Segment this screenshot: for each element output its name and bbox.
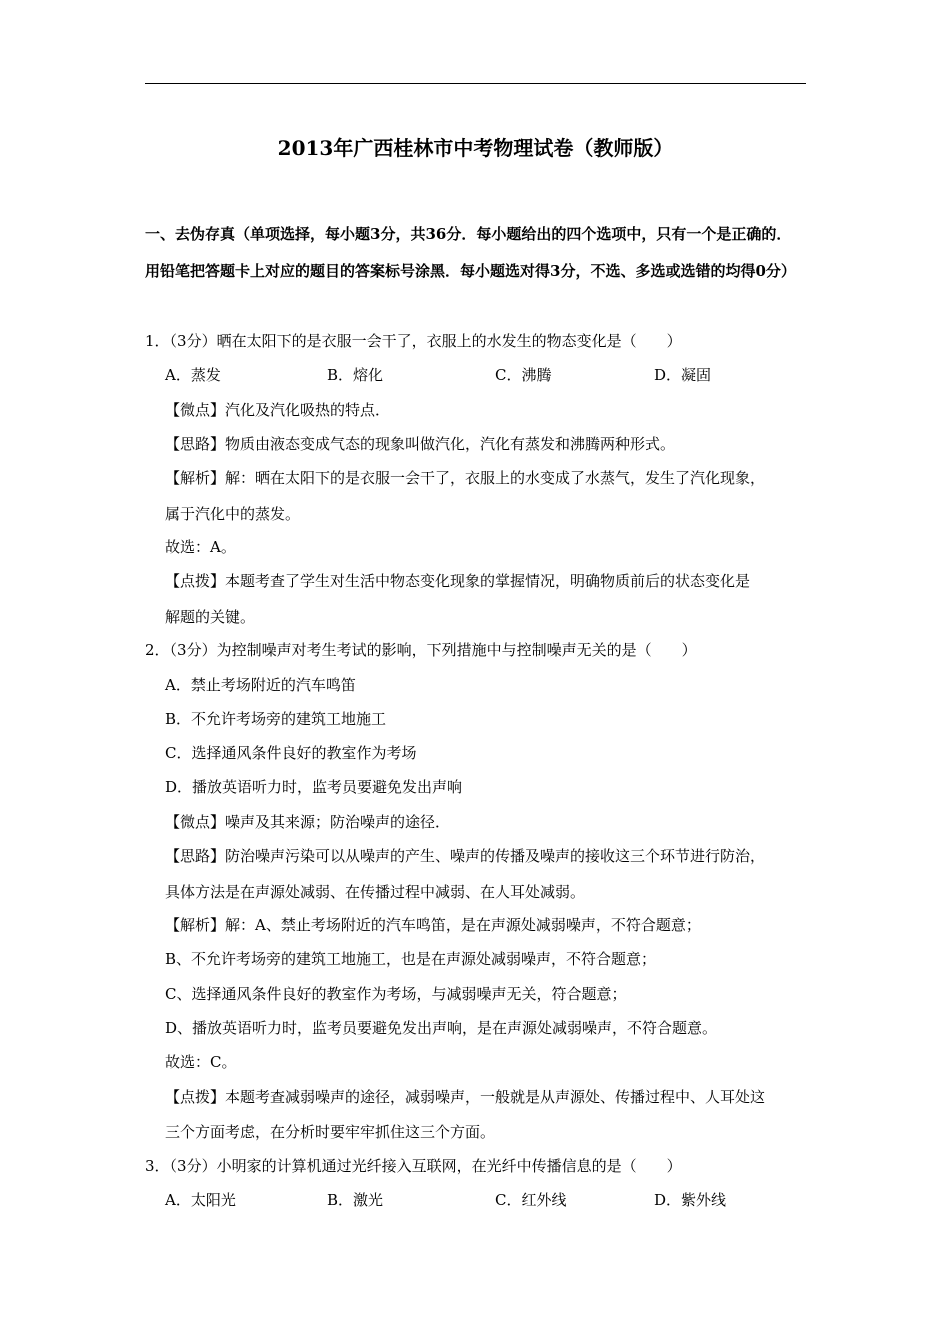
question-2-jiexi-line-4: D、播放英语听力时，监考员要避免发出声响，是在声源处减弱噪声，不符合题意。 (165, 1019, 718, 1037)
question-2-option-b: B．不允许考场旁的建筑工地施工 (165, 710, 387, 728)
question-2-option-a: A．禁止考场附近的汽车鸣笛 (165, 676, 356, 694)
question-3-stem: 3．（3分）小明家的计算机通过光纤接入互联网，在光纤中传播信息的是（ ） (145, 1157, 682, 1175)
question-1-option-d: D．凝固 (654, 366, 712, 384)
question-2-answer: 故选：C。 (165, 1053, 237, 1071)
section-header: 一、去伪存真（单项选择，每小题3分，共36分．每小题给出的四个选项中，只有一个是正确的．用铅笔把答题卡上对应的题目的答案标号涂黑．每小题选对得3分，不选、多选或选错的均得0分） (145, 225, 796, 280)
question-1-option-a: A．蒸发 (165, 366, 221, 384)
question-1-dianbo-line-2: 解题的关键。 (165, 608, 256, 626)
question-2-jiexi-line-1: 【解析】解：A、禁止考场附近的汽车鸣笛，是在声源处减弱噪声，不符合题意； (165, 916, 701, 934)
question-1-option-c: C．沸腾 (495, 366, 552, 384)
question-3-option-c: C．红外线 (495, 1191, 567, 1209)
question-2-option-d: D．播放英语听力时，监考员要避免发出声响 (165, 778, 463, 796)
header-rule (145, 83, 806, 84)
question-1-weidian: 【微点】汽化及汽化吸热的特点． (165, 401, 391, 419)
question-1-stem: 1．（3分）晒在太阳下的是衣服一会干了，衣服上的水发生的物态变化是（ ） (145, 332, 682, 350)
question-2-dianbo-line-2: 三个方面考虑，在分析时要牢牢抓住这三个方面。 (165, 1123, 496, 1141)
question-2-silu-line-1: 【思路】防治噪声污染可以从噪声的产生、噪声的传播及噪声的接收这三个环节进行防治， (165, 847, 766, 865)
question-2-jiexi-line-3: C、选择通风条件良好的教室作为考场，与减弱噪声无关，符合题意； (165, 985, 627, 1003)
page-title: 2013年广西桂林市中考物理试卷（教师版） (277, 136, 674, 160)
question-2-jiexi-line-2: B、不允许考场旁的建筑工地施工，也是在声源处减弱噪声，不符合题意； (165, 950, 657, 968)
question-3-option-b: B．激光 (327, 1191, 384, 1209)
question-2-weidian: 【微点】噪声及其来源；防治噪声的途径． (165, 813, 451, 831)
question-3-option-a: A．太阳光 (165, 1191, 236, 1209)
question-2-silu-line-2: 具体方法是在声源处减弱、在传播过程中减弱、在人耳处减弱。 (165, 883, 586, 901)
question-1-dianbo-line-1: 【点拨】本题考查了学生对生活中物态变化现象的掌握情况，明确物质前后的状态变化是 (165, 572, 751, 590)
question-2-stem: 2．（3分）为控制噪声对考生考试的影响，下列措施中与控制噪声无关的是（ ） (145, 641, 697, 659)
question-3-option-d: D．紫外线 (654, 1191, 727, 1209)
question-1-option-b: B．熔化 (327, 366, 384, 384)
question-2-option-c: C．选择通风条件良好的教室作为考场 (165, 744, 417, 762)
question-2-dianbo-line-1: 【点拨】本题考查减弱噪声的途径，减弱噪声，一般就是从声源处、传播过程中、人耳处这 (165, 1088, 766, 1106)
question-1-silu: 【思路】物质由液态变成气态的现象叫做汽化，汽化有蒸发和沸腾两种形式。 (165, 435, 676, 453)
question-1-answer: 故选：A。 (165, 538, 236, 556)
question-1-jiexi-line-2: 属于汽化中的蒸发。 (165, 505, 301, 523)
question-1-jiexi-line-1: 【解析】解：晒在太阳下的是衣服一会干了，衣服上的水变成了水蒸气，发生了汽化现象， (165, 469, 766, 487)
